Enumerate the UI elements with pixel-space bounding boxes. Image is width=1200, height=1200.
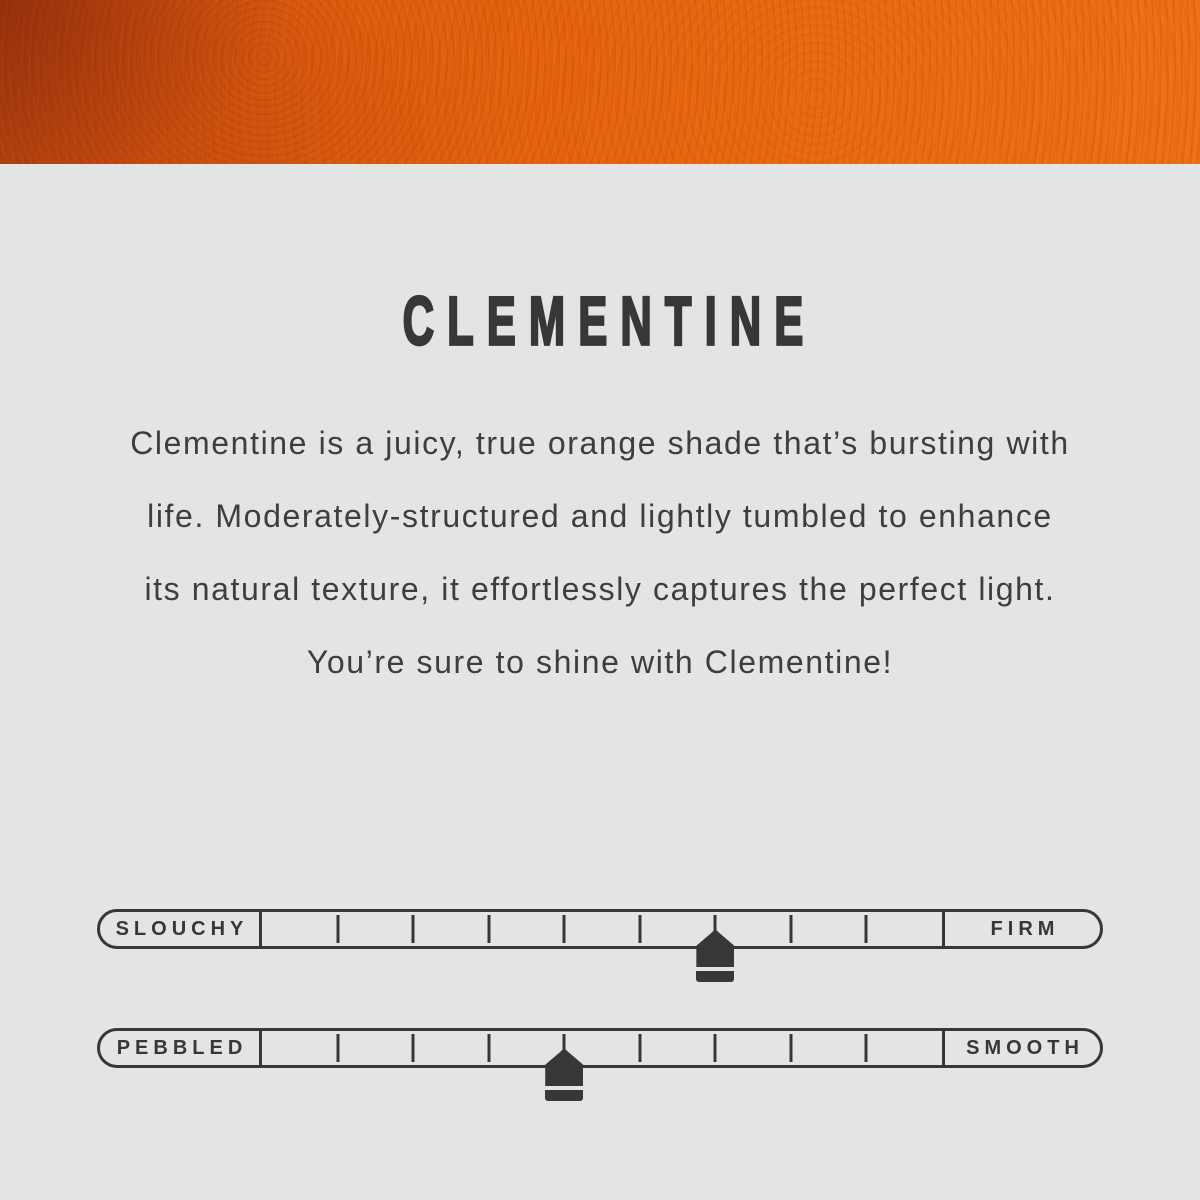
tick-mark — [638, 915, 641, 943]
tick-mark — [336, 1034, 339, 1062]
description-line: Clementine is a juicy, true orange shade that’s bursting with — [130, 425, 1070, 461]
tick-mark — [412, 1034, 415, 1062]
tick-mark — [563, 915, 566, 943]
scale-marker-base — [696, 971, 734, 982]
tick-mark — [412, 915, 415, 943]
tick-mark — [638, 1034, 641, 1062]
tick-mark — [789, 915, 792, 943]
scale-right-label: FIRM — [942, 912, 1100, 946]
tick-mark — [487, 1034, 490, 1062]
scale-marker-head — [545, 1048, 583, 1086]
description-line: life. Moderately-structured and lightly tumbled to enhance — [147, 498, 1053, 534]
tick-mark — [865, 915, 868, 943]
scale-marker[interactable] — [696, 929, 734, 985]
pebbled-smooth-scale — [97, 1028, 1103, 1068]
description-line: its natural texture, it effortlessly captures the perfect light. — [144, 571, 1056, 607]
tick-mark — [714, 1034, 717, 1062]
scale-marker[interactable] — [545, 1048, 583, 1104]
scale-marker-base — [545, 1090, 583, 1101]
tick-mark — [789, 1034, 792, 1062]
description-line: You’re sure to shine with Clementine! — [306, 644, 894, 680]
scale-left-label: SLOUCHY — [100, 912, 262, 946]
tick-mark — [487, 915, 490, 943]
page-title-text: CLEMENTINE — [402, 282, 817, 359]
slouchy-firm-scale — [97, 909, 1103, 949]
scale-track — [262, 912, 942, 946]
scale-left-label: PEBBLED — [100, 1031, 262, 1065]
tick-mark — [336, 915, 339, 943]
scale-marker-head — [696, 929, 734, 967]
page-title — [0, 281, 1200, 357]
leather-texture-banner — [0, 0, 1200, 164]
scale-track — [262, 1031, 942, 1065]
color-description — [0, 407, 1200, 699]
tick-mark — [865, 1034, 868, 1062]
scale-right-label: SMOOTH — [942, 1031, 1100, 1065]
